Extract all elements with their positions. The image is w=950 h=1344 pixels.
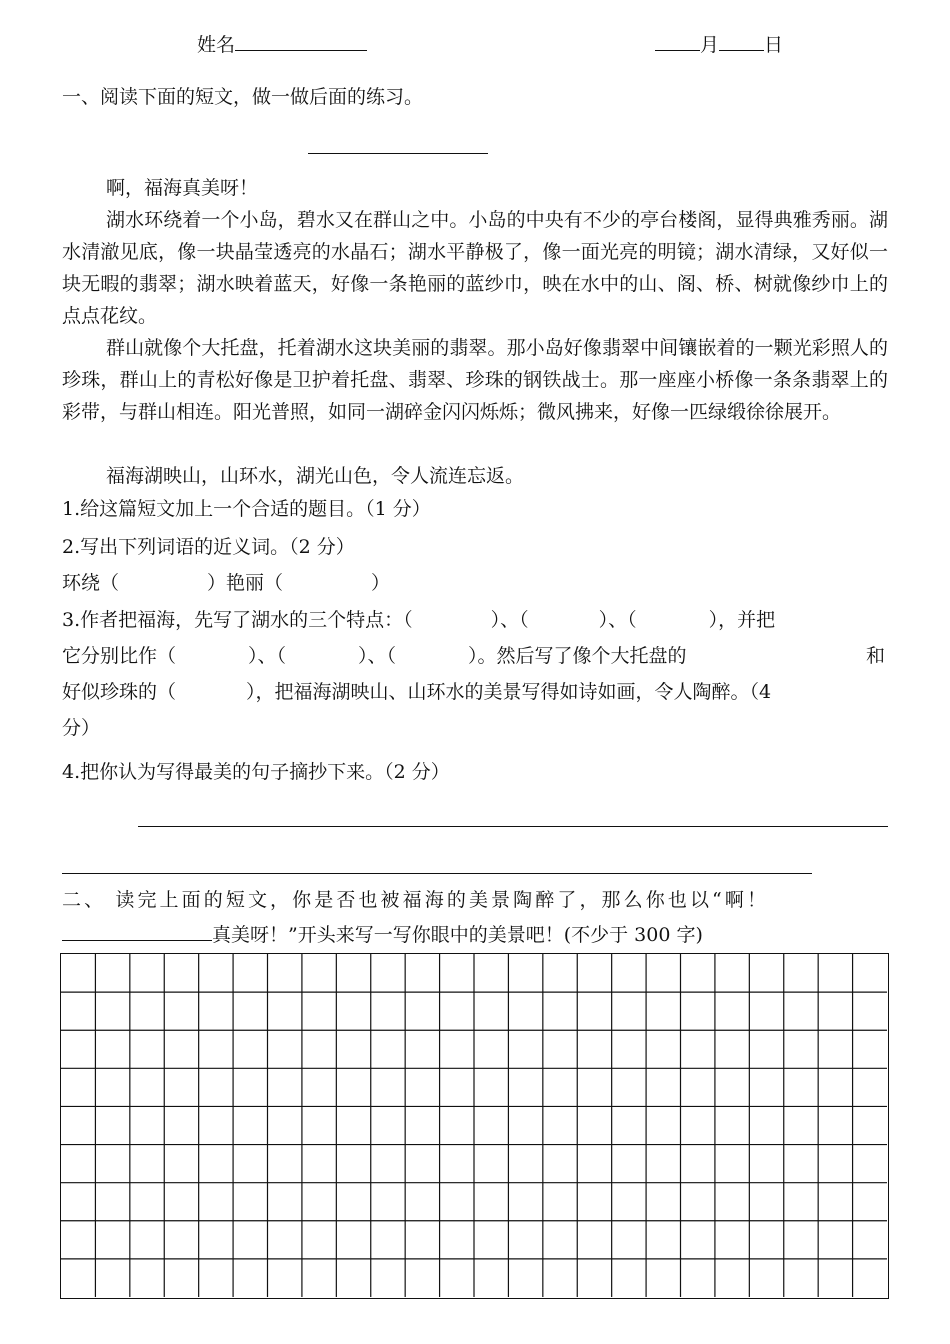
q2-close: ） xyxy=(371,572,391,594)
section2-prompt-line-2 xyxy=(62,920,703,950)
q3-text-d: ），并把 xyxy=(708,609,776,631)
q3-text-f: ）、（ xyxy=(248,645,287,667)
question-3-line-3 xyxy=(62,677,771,707)
writing-grid[interactable] xyxy=(60,953,889,1299)
q3-text-b: ）、（ xyxy=(490,609,529,631)
passage-paragraph-3: 群山就像个大托盘，托着湖水这块美丽的翡翠。那小岛好像翡翠中间镶嵌着的一颗光彩照人的珍珠，群山上的青松好像是卫护着托盘、翡翠、珍珠的钢铁战士。那一座座小桥像一条条翡翠上的彩带，与群山相连。阳光普照，如同一湖碎金闪闪烁烁；微风拂来，好像一匹绿缎徐徐展开。 xyxy=(62,337,888,423)
passage-paragraph-1: 啊，福海真美呀！ xyxy=(106,177,259,199)
q3-text-i: 好似珍珠的（ xyxy=(62,681,177,703)
month-blank[interactable] xyxy=(655,30,700,51)
q3-text-c: ）、（ xyxy=(598,609,637,631)
day-label: 日 xyxy=(764,34,784,56)
section2-title-blank[interactable] xyxy=(62,920,212,941)
q3-text-h: ）。然后写了像个大托盘的 xyxy=(468,645,687,667)
question-4: 4.把你认为写得最美的句子摘抄下来。（2 分） xyxy=(62,761,450,783)
passage-paragraph-2: 湖水环绕着一个小岛，碧水又在群山之中。小岛的中央有不少的亭台楼阁，显得典雅秀丽。湖水清澈见底，像一块晶莹透亮的水晶石；湖水平静极了，像一面光亮的明镜；湖水清绿，又好似一块无暇的翡翠；湖水映着蓝天，好像一条艳丽的蓝纱巾，映在水中的山、阁、桥、树就像纱巾上的点点花纹。 xyxy=(62,209,888,327)
question-3-line-1 xyxy=(62,605,775,635)
question-1: 1.给这篇短文加上一个合适的题目。（1 分） xyxy=(62,498,431,520)
month-label: 月 xyxy=(700,34,720,56)
q4-answer-line-1[interactable] xyxy=(138,826,888,827)
q3-text-a: 3.作者把福海，先写了湖水的三个特点：（ xyxy=(62,609,413,631)
day-blank[interactable] xyxy=(719,30,764,51)
question-3-line-2 xyxy=(62,641,687,671)
q2-word-1: 环绕（ xyxy=(62,572,120,594)
q3-text-and: 和 xyxy=(866,645,886,667)
name-label: 姓名 xyxy=(197,34,236,56)
q3-text-g: ）、（ xyxy=(358,645,397,667)
q3-text-e: 它分别比作（ xyxy=(62,645,177,667)
question-2-answers xyxy=(62,568,390,598)
name-field[interactable] xyxy=(197,30,367,60)
passage-title-blank[interactable] xyxy=(308,153,488,154)
question-3-line-4: 分） xyxy=(62,717,101,739)
q4-answer-line-2[interactable] xyxy=(62,873,812,874)
date-field[interactable] xyxy=(655,30,783,60)
question-2: 2.写出下列词语的近义词。（2 分） xyxy=(62,536,355,558)
q2-word-2: ）艳丽（ xyxy=(207,572,284,594)
writing-grid-lines xyxy=(61,954,887,1297)
q3-text-j: ），把福海湖映山、山环水的美景写得如诗如画，令人陶醉。（4 xyxy=(246,681,772,703)
section2-prompt-text: 真美呀！”开头来写一写你眼中的美景吧！(不少于 300 字) xyxy=(212,924,703,946)
section2-prompt-line-1: 二、 读完上面的短文，你是否也被福海的美景陶醉了，那么你也以“啊！ xyxy=(62,889,770,911)
section1-title: 一、阅读下面的短文，做一做后面的练习。 xyxy=(62,86,424,108)
name-blank[interactable] xyxy=(235,30,367,51)
passage-paragraph-4: 福海湖映山，山环水，湖光山色，令人流连忘返。 xyxy=(106,465,525,487)
